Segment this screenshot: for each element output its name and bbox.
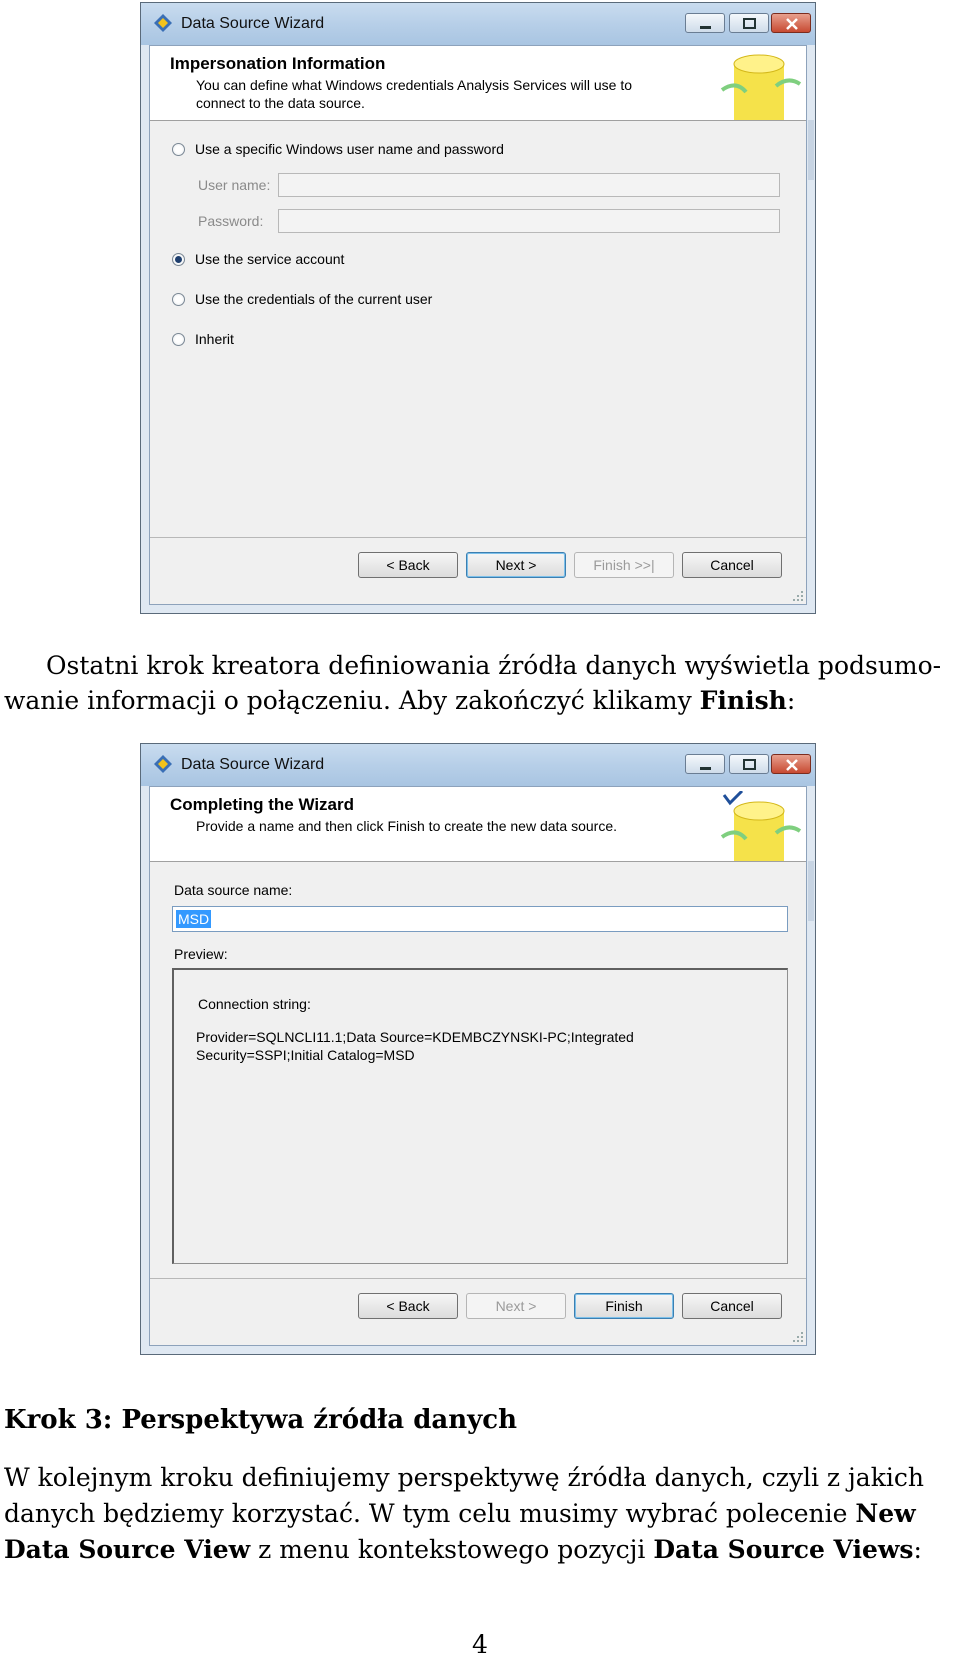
- bold-term-dsvs: Data Source Views: [653, 1535, 914, 1564]
- cancel-button[interactable]: Cancel: [682, 552, 782, 578]
- radio-service-account[interactable]: [172, 253, 185, 266]
- bold-term-finish: Finish: [699, 686, 787, 715]
- option-service-account[interactable]: [172, 249, 344, 269]
- option-label: Use a specific Windows user name and password: [195, 141, 504, 157]
- password-field[interactable]: [278, 209, 780, 233]
- paragraph-line: [4, 683, 795, 718]
- wizard-window-impersonation: [140, 2, 816, 614]
- data-source-name-input[interactable]: [172, 906, 788, 932]
- cancel-button[interactable]: Cancel: [682, 1293, 782, 1319]
- window-title: Data Source Wizard: [181, 756, 325, 773]
- user-name-label: User name:: [198, 177, 271, 193]
- radio-specific-user[interactable]: [172, 143, 185, 156]
- finish-button: Finish >>|: [574, 552, 674, 578]
- finish-button[interactable]: Finish: [574, 1293, 674, 1319]
- close-button[interactable]: [771, 754, 811, 774]
- database-cylinder-icon: [716, 50, 802, 120]
- header-title: Impersonation Information: [170, 54, 386, 73]
- maximize-button[interactable]: [729, 754, 769, 774]
- title-bar[interactable]: [141, 3, 815, 45]
- text-span: wanie informacji o połączeniu. Aby zakończyć klikamy: [4, 686, 700, 715]
- title-bar[interactable]: [141, 744, 815, 786]
- option-specific-user[interactable]: [172, 139, 504, 159]
- data-source-name-label: Data source name:: [174, 882, 293, 898]
- minimize-button[interactable]: [685, 13, 725, 33]
- wizard-footer: [150, 537, 806, 604]
- text-span: :: [786, 686, 796, 715]
- database-check-icon: [716, 791, 802, 861]
- impersonation-options: [150, 121, 806, 538]
- radio-current-user[interactable]: [172, 293, 185, 306]
- header-subtitle: You can define what Windows credentials Analysis Services will use to connect to the data source.: [196, 77, 633, 111]
- option-current-user[interactable]: [172, 289, 432, 309]
- text-span: danych będziemy korzystać. W tym celu musimy wybrać polecenie: [4, 1499, 856, 1528]
- next-button: Next >: [466, 1293, 566, 1319]
- side-scroll-strip: [808, 120, 814, 180]
- option-label: Use the credentials of the current user: [195, 291, 433, 307]
- bold-term-new: New: [855, 1499, 916, 1528]
- wizard-header: [150, 46, 806, 121]
- preview-box[interactable]: [172, 968, 788, 1264]
- resize-grip-icon[interactable]: [792, 1331, 804, 1343]
- next-button[interactable]: Next >: [466, 552, 566, 578]
- text-span: :: [913, 1535, 922, 1564]
- paragraph-line: W kolejnym kroku definiujemy perspektywę źródła danych, czyli z jakich: [4, 1463, 924, 1492]
- user-name-field[interactable]: [278, 173, 780, 197]
- side-scroll-strip: [808, 861, 814, 921]
- option-label: Use the service account: [195, 251, 345, 267]
- back-button[interactable]: < Back: [358, 1293, 458, 1319]
- minimize-button[interactable]: [685, 754, 725, 774]
- connection-string-label: Connection string:: [198, 996, 311, 1012]
- resize-grip-icon[interactable]: [792, 590, 804, 602]
- completion-summary: [150, 862, 806, 1279]
- preview-label: Preview:: [174, 946, 228, 962]
- connection-string-value: Provider=SQLNCLI11.1;Data Source=KDEMBCZYNSKI-PC;Integrated Security=SSPI;Initial Catalog=MSD: [196, 1029, 634, 1063]
- wizard-window-completing: [140, 743, 816, 1355]
- wizard-footer: [150, 1278, 806, 1345]
- wizard-client-area: [149, 45, 807, 605]
- page-number: 4: [472, 1630, 488, 1659]
- radio-inherit[interactable]: [172, 333, 185, 346]
- header-title: Completing the Wizard: [170, 795, 355, 814]
- wizard-client-area: [149, 786, 807, 1346]
- text-span: z menu kontekstowego pozycji: [250, 1535, 654, 1564]
- maximize-button[interactable]: [729, 13, 769, 33]
- wizard-app-icon: [153, 754, 173, 774]
- close-button[interactable]: [771, 13, 811, 33]
- window-title: Data Source Wizard: [181, 15, 325, 32]
- wizard-header: [150, 787, 806, 862]
- paragraph-line: Ostatni krok kreatora definiowania źródła danych wyświetla podsumo-: [46, 651, 942, 680]
- wizard-app-icon: [153, 13, 173, 33]
- option-inherit[interactable]: [172, 329, 234, 349]
- password-label: Password:: [198, 213, 264, 229]
- back-button[interactable]: < Back: [358, 552, 458, 578]
- header-subtitle: Provide a name and then click Finish to create the new data source.: [196, 818, 618, 834]
- paragraph-line: [4, 1532, 922, 1567]
- bold-term-dsv: Data Source View: [4, 1535, 251, 1564]
- section-heading: Krok 3: Perspektywa źródła danych: [4, 1405, 517, 1435]
- selected-text: MSD: [178, 911, 210, 927]
- paragraph-line: [4, 1496, 916, 1531]
- option-label: Inherit: [195, 331, 234, 347]
